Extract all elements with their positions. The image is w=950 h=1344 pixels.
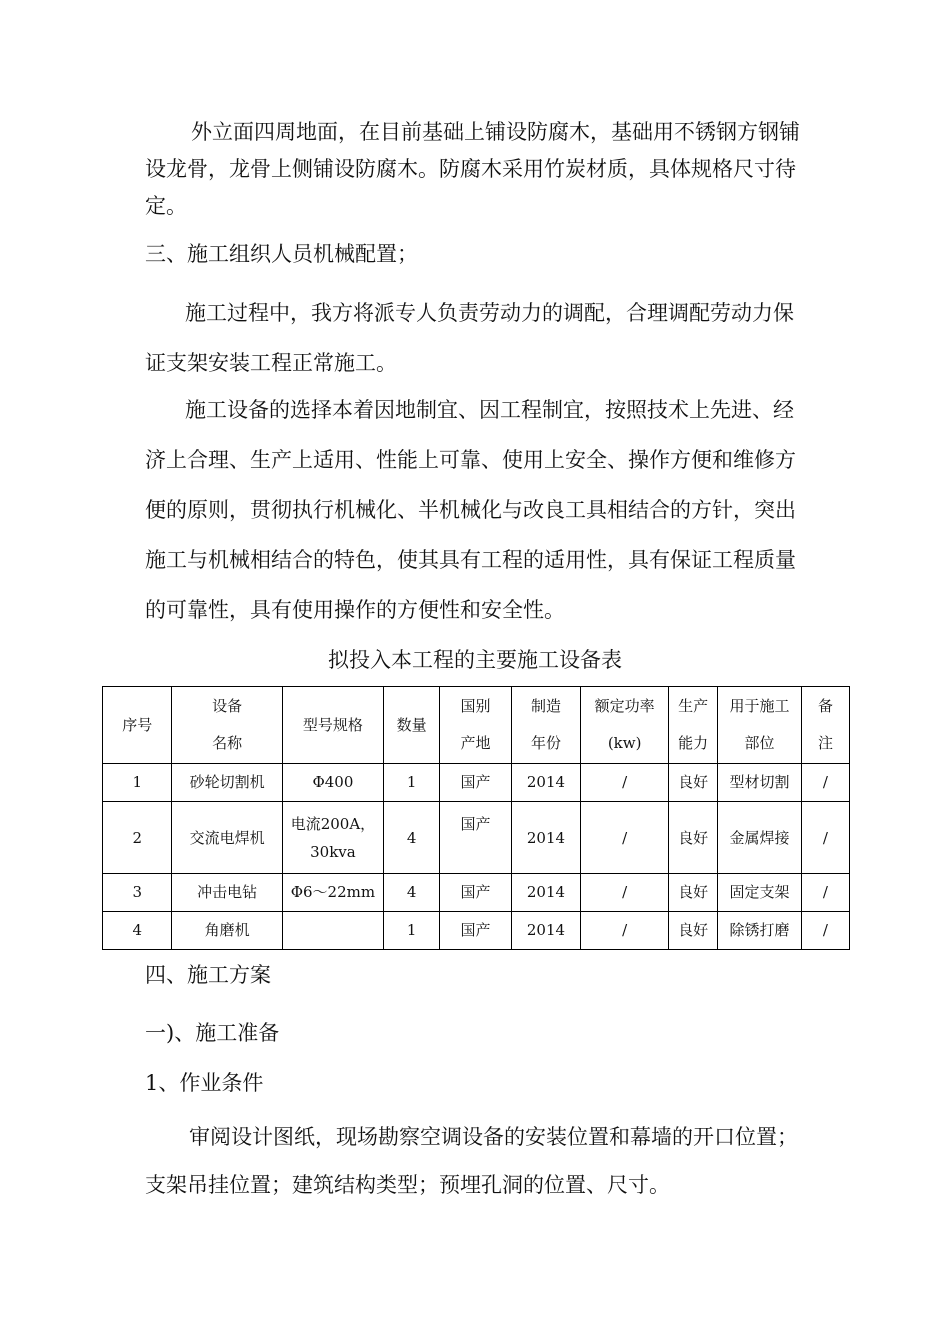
header-cell: 制造 年份 xyxy=(511,687,580,764)
table-cell: 4 xyxy=(384,874,440,912)
table-cell: 除锈打磨 xyxy=(718,912,802,950)
table-cell: 1 xyxy=(384,912,440,950)
table-cell: 良好 xyxy=(669,764,718,802)
table-cell: / xyxy=(801,764,849,802)
table-cell: 国产 xyxy=(440,802,512,874)
table-cell: 2014 xyxy=(511,764,580,802)
table-cell: / xyxy=(581,764,669,802)
table-cell: 2014 xyxy=(511,874,580,912)
table-cell: 国产 xyxy=(440,912,512,950)
table-cell: 国产 xyxy=(440,764,512,802)
paragraph-review: 审阅设计图纸，现场勘察空调设备的安装位置和幕墙的开口位置；支架吊挂位置；建筑结构类型；预埋孔洞的位置、尺寸。 xyxy=(145,1125,798,1197)
table-row xyxy=(103,874,850,912)
header-cell: 数量 xyxy=(384,687,440,764)
header-cell: 国别 产地 xyxy=(440,687,512,764)
table-row xyxy=(103,802,850,874)
table-cell: Φ400 xyxy=(282,764,383,802)
table-cell: 国产 xyxy=(440,874,512,912)
table-cell: / xyxy=(581,912,669,950)
header-cell: 备 注 xyxy=(801,687,849,764)
header-cell: 序号 xyxy=(103,687,172,764)
table-cell: 良好 xyxy=(669,874,718,912)
table-cell: 交流电焊机 xyxy=(172,802,282,874)
table-caption: 拟投入本工程的主要施工设备表 xyxy=(328,648,622,672)
table-cell: 4 xyxy=(103,912,172,950)
table-cell: 2014 xyxy=(511,912,580,950)
table-cell: 1 xyxy=(384,764,440,802)
table-cell: 电流200A， 30kva xyxy=(282,802,383,874)
table-cell: 3 xyxy=(103,874,172,912)
table-cell: Φ6～22mm xyxy=(282,874,383,912)
paragraph-labor: 施工过程中，我方将派专人负责劳动力的调配，合理调配劳动力保证支架安装工程正常施工。 xyxy=(145,301,794,375)
table-cell: 砂轮切割机 xyxy=(172,764,282,802)
paragraph-flooring: 外立面四周地面，在目前基础上铺设防腐木，基础用不锈钢方钢铺设龙骨，龙骨上侧铺设防腐木。防腐木采用竹炭材质，具体规格尺寸待定。 xyxy=(145,120,800,218)
table-cell: 角磨机 xyxy=(172,912,282,950)
table-cell: 2 xyxy=(103,802,172,874)
table-cell: 良好 xyxy=(669,802,718,874)
table-cell: 金属焊接 xyxy=(718,802,802,874)
table-cell: 冲击电钻 xyxy=(172,874,282,912)
table-cell: / xyxy=(801,874,849,912)
paragraph-equipment: 施工设备的选择本着因地制宜、因工程制宜，按照技术上先进、经济上合理、生产上适用、性能上可靠、使用上安全、操作方便和维修方便的原则，贯彻执行机械化、半机械化与改良工具相结合的方针，突出施工与机械相结合的特色，使其具有工程的适用性，具有保证工程质量的可靠性，具有使用操作的方便性和安全性。 xyxy=(145,398,796,622)
table-cell: 2014 xyxy=(511,802,580,874)
header-cell: 用于施工 部位 xyxy=(718,687,802,764)
table-cell xyxy=(282,912,383,950)
heading-preparation: 一)、施工准备 xyxy=(145,1021,280,1045)
equipment-table xyxy=(102,686,850,950)
table-cell: 4 xyxy=(384,802,440,874)
table-cell: 良好 xyxy=(669,912,718,950)
heading-section-3: 三、施工组织人员机械配置； xyxy=(145,242,418,266)
table-cell: / xyxy=(581,802,669,874)
heading-work-conditions: 1、作业条件 xyxy=(145,1071,264,1095)
table-cell: 固定支架 xyxy=(718,874,802,912)
heading-section-4: 四、施工方案 xyxy=(145,963,271,987)
header-cell: 生产 能力 xyxy=(669,687,718,764)
table-cell: / xyxy=(801,912,849,950)
table-row xyxy=(103,764,850,802)
table-cell: / xyxy=(801,802,849,874)
table-cell: 1 xyxy=(103,764,172,802)
table-row xyxy=(103,912,850,950)
header-cell: 额定功率 (kw) xyxy=(581,687,669,764)
header-cell: 设备 名称 xyxy=(172,687,282,764)
header-cell: 型号规格 xyxy=(282,687,383,764)
table-header-row xyxy=(103,687,850,764)
table-cell: / xyxy=(581,874,669,912)
table-cell: 型材切割 xyxy=(718,764,802,802)
